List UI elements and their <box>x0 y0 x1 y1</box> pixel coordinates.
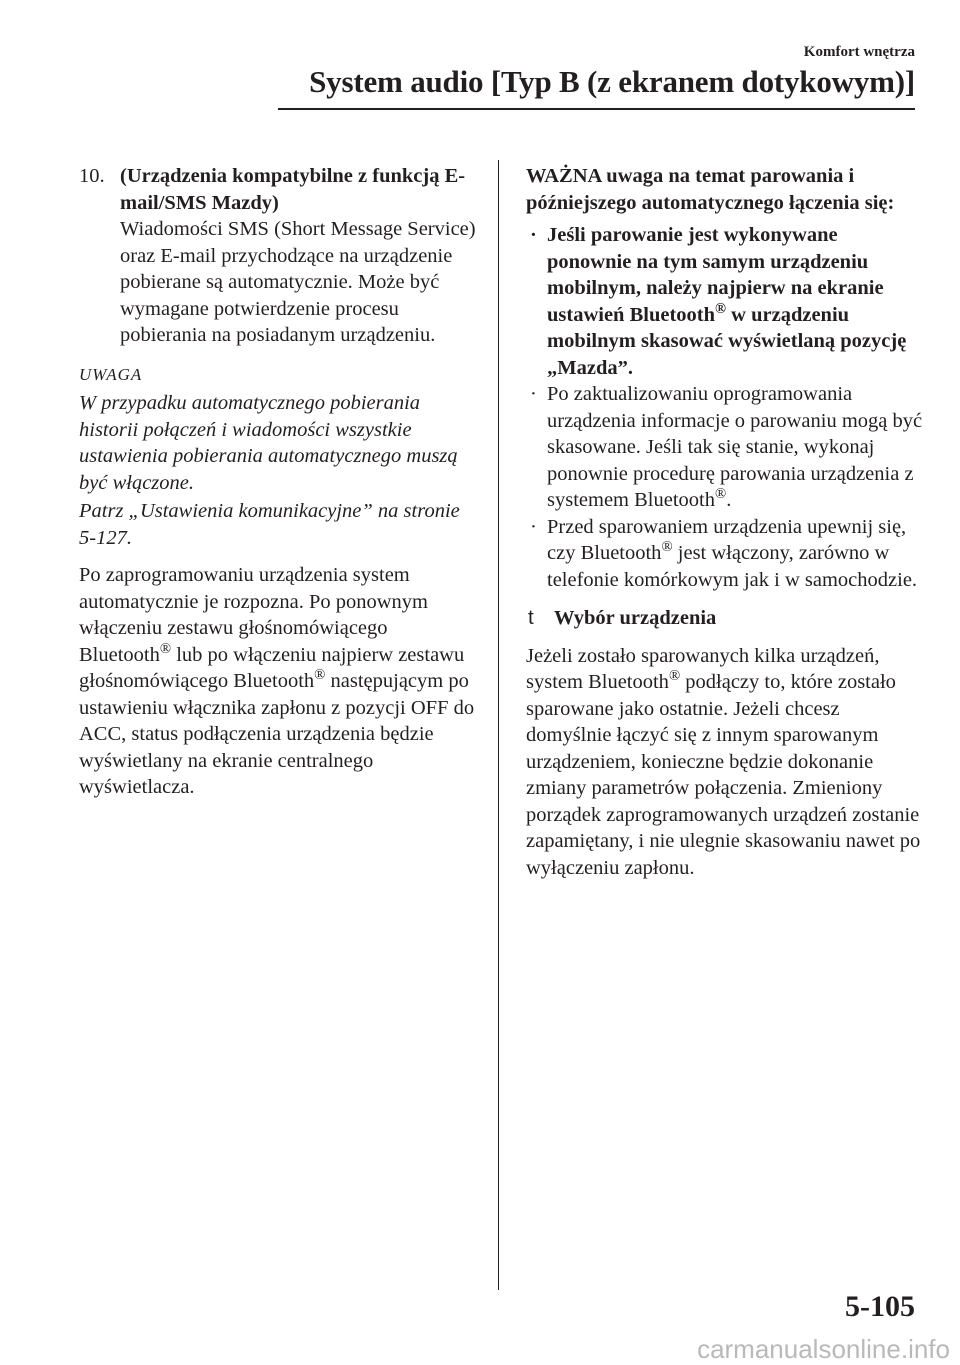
numbered-item-10 <box>79 163 479 349</box>
right-column <box>526 163 926 881</box>
bullet-icon: · <box>530 515 537 538</box>
bullet-list <box>526 222 926 593</box>
registered-mark: ® <box>714 485 727 502</box>
note-title: UWAGA <box>79 364 143 384</box>
watermark: carmanualsonline.info <box>697 1334 950 1364</box>
list-item <box>526 381 926 514</box>
list-item <box>526 514 926 594</box>
text-run: Po zaprogramowaniu urządzenia system automatycznie je rozpozna. Po ponownym włączeniu zestawu głośnomówiącego Bluetooth <box>79 564 428 666</box>
header-rule <box>278 108 915 110</box>
bullet-icon: · <box>530 383 537 405</box>
subsection-title: Wybór urządzenia <box>554 607 717 629</box>
registered-mark: ® <box>661 538 673 555</box>
item-title: (Urządzenia kompatybilne z funkcją E-mail/SMS Mazdy) <box>120 165 466 214</box>
paragraph-recognition <box>79 562 479 801</box>
text-run: lub po włączeniu najpierw zestawu głośnomówiącego Bluetooth <box>79 643 465 692</box>
bullet-icon: · <box>530 224 537 246</box>
left-column <box>79 163 479 801</box>
registered-mark: ® <box>159 640 172 657</box>
note-reference: Patrz „Ustawienia komunikacyjne” na stronie 5-127. <box>79 500 460 549</box>
important-heading: WAŻNA uwaga na temat parowania i późniejszego automatycznego łączenia się: <box>526 165 895 214</box>
section-marker-icon: t <box>528 606 534 629</box>
column-divider <box>498 160 499 1290</box>
item-body: Wiadomości SMS (Short Message Service) oraz E-mail przychodzące na urządzenie pobierane są automatycznie. Może być wymagane potwierdzenie procesu pobierania na posiadanym urządzeniu. <box>120 218 476 346</box>
text-run: jest włączony, zarówno w telefonie komórkowym jak i w samochodzie. <box>547 542 918 591</box>
list-item <box>526 222 926 381</box>
registered-mark: ® <box>668 667 681 684</box>
text-run: Jeśli parowanie jest wykonywane ponownie na tym samym urządzeniu mobilnym, należy najpierw na ekranie ustawień Bluetooth <box>547 224 884 326</box>
text-run: w urządzeniu mobilnym skasować wyświetlaną pozycję „Mazda”. <box>547 303 907 379</box>
text-run: . <box>726 489 732 511</box>
paragraph-device-selection <box>526 643 926 882</box>
item-number: 10. <box>79 165 105 187</box>
page-title: System audio [Typ B (z ekranem dotykowym)] <box>309 64 915 99</box>
registered-mark: ® <box>715 300 727 317</box>
page-number: 5-105 <box>845 1290 915 1323</box>
registered-mark: ® <box>314 666 326 683</box>
subsection-heading <box>526 605 926 632</box>
text-run: Przed sparowaniem urządzenia upewnij się, czy Bluetooth <box>547 515 907 564</box>
text-run: Po zaktualizowaniu oprogramowania urządzenia informacje o parowaniu mogą być skasowane. Jeśli tak się stanie, wykonaj ponownie procedurę parowania urządzenia z systemem Bluetooth <box>547 383 923 511</box>
text-run: następującym po ustawieniu włącznika zapłonu z pozycji OFF do ACC, status podłączenia urządzenia będzie wyświetlany na ekranie centralnego wyświetlacza. <box>79 670 475 798</box>
section-label: Komfort wnętrza <box>803 44 915 60</box>
note-body: W przypadku automatycznego pobierania historii połączeń i wiadomości wszystkie ustawienia pobierania automatycznego muszą być włączone. <box>79 392 458 494</box>
text-run: Jeżeli zostało sparowanych kilka urządzeń, system Bluetooth <box>526 644 880 693</box>
text-run: podłączy to, które zostało sparowane jako ostatnie. Jeżeli chcesz domyślnie łączyć się z innym sparowanym urządzeniem, konieczne będzie dokonanie zmiany parametrów połączenia. Zmieniony porządek zaprogramowanych urządzeń zostanie zapamiętany, i nie ulegnie skasowaniu nawet po wyłączeniu zapłonu. <box>526 671 921 879</box>
